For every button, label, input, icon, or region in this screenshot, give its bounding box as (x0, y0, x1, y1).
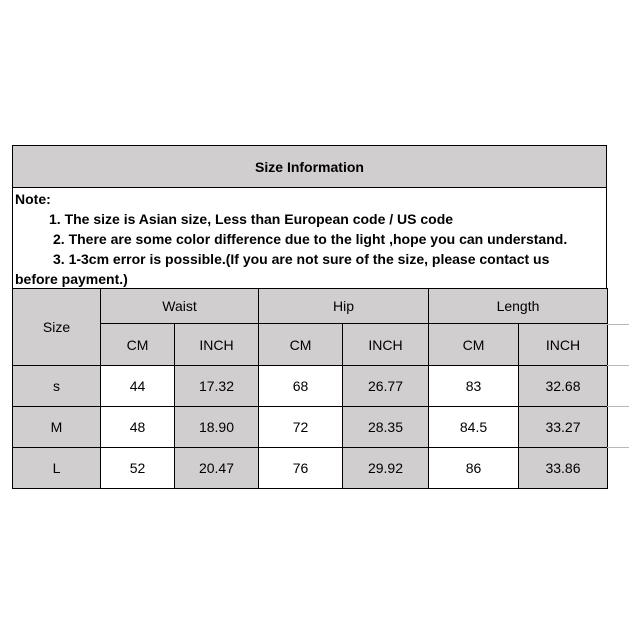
measurement-cell: 33.86 (518, 447, 608, 489)
measurement-cell: 33.27 (518, 406, 608, 448)
length-header: Length (428, 288, 608, 324)
grid-line-overflow (607, 365, 629, 366)
note-line-3-cont: before payment.) (15, 271, 128, 287)
measurement-cell: 52 (100, 447, 175, 489)
unit-header: INCH (174, 323, 259, 366)
measurement-cell: 76 (258, 447, 343, 489)
measurement-cell: 26.77 (342, 365, 429, 407)
measurement-cell: 18.90 (174, 406, 259, 448)
size-chart-title: Size Information (12, 145, 607, 188)
size-note (12, 187, 607, 289)
measurement-cell: 68 (258, 365, 343, 407)
measurement-cell: 44 (100, 365, 175, 407)
measurement-cell: 48 (100, 406, 175, 448)
size-chart (12, 145, 607, 489)
unit-header: INCH (342, 323, 429, 366)
note-line-3: 3. 1-3cm error is possible.(If you are not sure of the size, please contact us (53, 251, 550, 267)
unit-header: CM (428, 323, 519, 366)
note-line-2: 2. There are some color difference due to the light ,hope you can understand. (53, 231, 568, 247)
size-label: L (12, 447, 101, 489)
grid-line-overflow (607, 324, 629, 325)
size-label: s (12, 365, 101, 407)
note-heading: Note: (15, 191, 51, 207)
unit-header: CM (258, 323, 343, 366)
measurement-cell: 84.5 (428, 406, 519, 448)
size-label: M (12, 406, 101, 448)
measurement-cell: 28.35 (342, 406, 429, 448)
grid-line-overflow (607, 447, 629, 448)
measurement-cell: 17.32 (174, 365, 259, 407)
unit-header: CM (100, 323, 175, 366)
waist-header: Waist (100, 288, 259, 324)
measurement-cell: 83 (428, 365, 519, 407)
measurement-cell: 86 (428, 447, 519, 489)
unit-header: INCH (518, 323, 608, 366)
note-line-1: 1. The size is Asian size, Less than European code / US code (49, 211, 454, 227)
grid-line-overflow (607, 406, 629, 407)
measurement-cell: 29.92 (342, 447, 429, 489)
measurement-cell: 32.68 (518, 365, 608, 407)
measurement-cell: 72 (258, 406, 343, 448)
measurement-cell: 20.47 (174, 447, 259, 489)
hip-header: Hip (258, 288, 429, 324)
size-header: Size (12, 288, 101, 366)
